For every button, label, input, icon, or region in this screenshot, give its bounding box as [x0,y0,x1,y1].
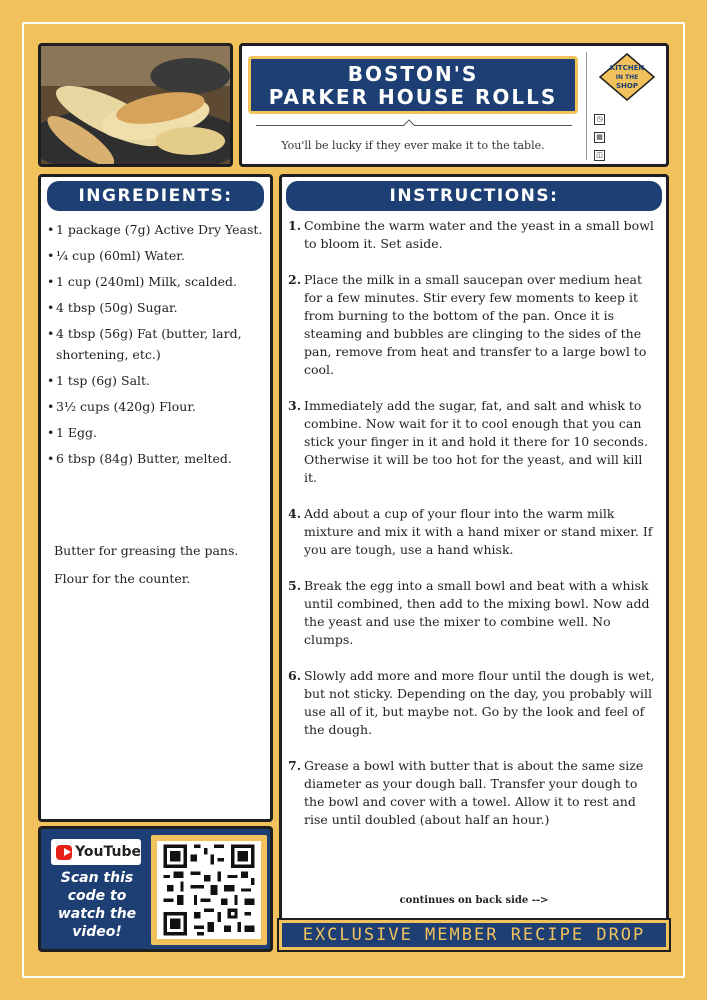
step-text: Slowly add more and more flour until the dough is wet, but not sticky. Depending on the day, you probably will use all of it, but maybe not. Go by the look and feel of the dough. [304,668,655,737]
ingredients-panel [38,174,273,822]
step-number: 7. [288,758,302,773]
extra-item: Butter for greasing the pans. [54,543,239,558]
step-number: 5. [288,578,302,593]
ingredients-list [47,219,267,474]
qr-code[interactable] [157,841,261,939]
recipe-photo [38,43,233,167]
title-card [239,43,669,167]
youtube-label: YouTube [75,844,141,860]
ingredient-item: • 1 package (7g) Active Dry Yeast. [47,219,267,240]
instruction-step [288,271,658,379]
title-line-2: PARKER HOUSE ROLLS [268,85,558,109]
svg-text:SHOP: SHOP [616,82,638,90]
meta-row-servings [594,146,666,164]
header-separator [586,52,587,160]
step-number: 1. [288,218,302,233]
ingredient-item: • 1 cup (240ml) Milk, scalded. [47,271,267,292]
calendar-icon: ▦ [594,132,605,143]
step-text: Place the milk in a small saucepan over medium heat for a few minutes. Stir every few moments to keep it from burning to the bottom of the pan. Once it is steaming and bubbles are clinging to the sides of the pan, remove from heat and transfer to a large bowl to cool. [304,272,647,377]
svg-text:IN THE: IN THE [615,74,639,81]
exclusive-banner: EXCLUSIVE MEMBER RECIPE DROP #36 [279,920,669,950]
step-number: 4. [288,506,302,521]
instructions-list [288,217,658,847]
kitchen-shop-logo [597,52,657,102]
instruction-step [288,217,658,253]
video-box[interactable] [38,826,273,952]
step-number: 2. [288,272,302,287]
divider-caret [403,119,414,130]
meta-row-date [594,128,666,146]
extra-item: Flour for the counter. [54,571,191,586]
meta-row-time [594,110,666,128]
ingredient-item: • 4 tbsp (56g) Fat (butter, lard, shortening, etc.) [47,323,267,365]
step-text: Add about a cup of your flour into the warm milk mixture and mix it with a hand mixer or stand mixer. If you are tough, use a hand whisk. [304,506,653,557]
step-number: 6. [288,668,302,683]
title-line-1: BOSTON'S [347,62,479,86]
step-text: Immediately add the sugar, fat, and salt and whisk to combine. Now wait for it to cool enough that you can stick your finger in it and hold it there for 10 seconds. Otherwise it will be too hot for the yeast, and will kill it. [304,398,648,485]
step-text: Combine the warm water and the yeast in a small bowl to bloom it. Set aside. [304,218,654,251]
instruction-step [288,757,658,829]
recipe-meta [594,110,666,164]
qr-frame[interactable] [151,835,267,945]
scan-text: Scan this code to watch the video! [57,870,137,940]
ingredients-extras [54,537,264,593]
step-text: Break the egg into a small bowl and beat with a whisk until combined, then add to the mixing bowl. Now add the yeast and use the mixer to combine well. No clumps. [304,578,650,647]
ingredient-item: • 1 Egg. [47,422,267,443]
instructions-heading: INSTRUCTIONS: [286,181,662,211]
instructions-panel [279,174,669,942]
continues-note: continues on back side --> [399,895,549,906]
ingredient-item: • 3½ cups (420g) Flour. [47,396,267,417]
ingredient-item: • ¼ cup (60ml) Water. [47,245,267,266]
servings-icon: ◫ [594,150,605,161]
youtube-badge[interactable] [51,839,141,865]
clock-icon: ◷ [594,114,605,125]
ingredient-item: • 6 tbsp (84g) Butter, melted. [47,448,267,469]
ingredient-item: • 1 tsp (6g) Salt. [47,370,267,391]
instruction-step [288,577,658,649]
recipe-title-banner [248,56,578,114]
youtube-play-icon [56,845,72,860]
instruction-step [288,505,658,559]
tagline: You'll be lucky if they ever make it to the table. [281,139,545,152]
step-number: 3. [288,398,302,413]
ingredients-heading: INGREDIENTS: [47,181,264,211]
instruction-step [288,397,658,487]
instruction-step [288,667,658,739]
svg-text:KITCHEN: KITCHEN [609,64,645,72]
ingredient-item: • 4 tbsp (50g) Sugar. [47,297,267,318]
step-text: Grease a bowl with butter that is about the same size diameter as your dough ball. Transfer your dough to the bowl and cover with a towel. Allow it to rest and rise until doubled (about half an hour.) [304,758,644,827]
